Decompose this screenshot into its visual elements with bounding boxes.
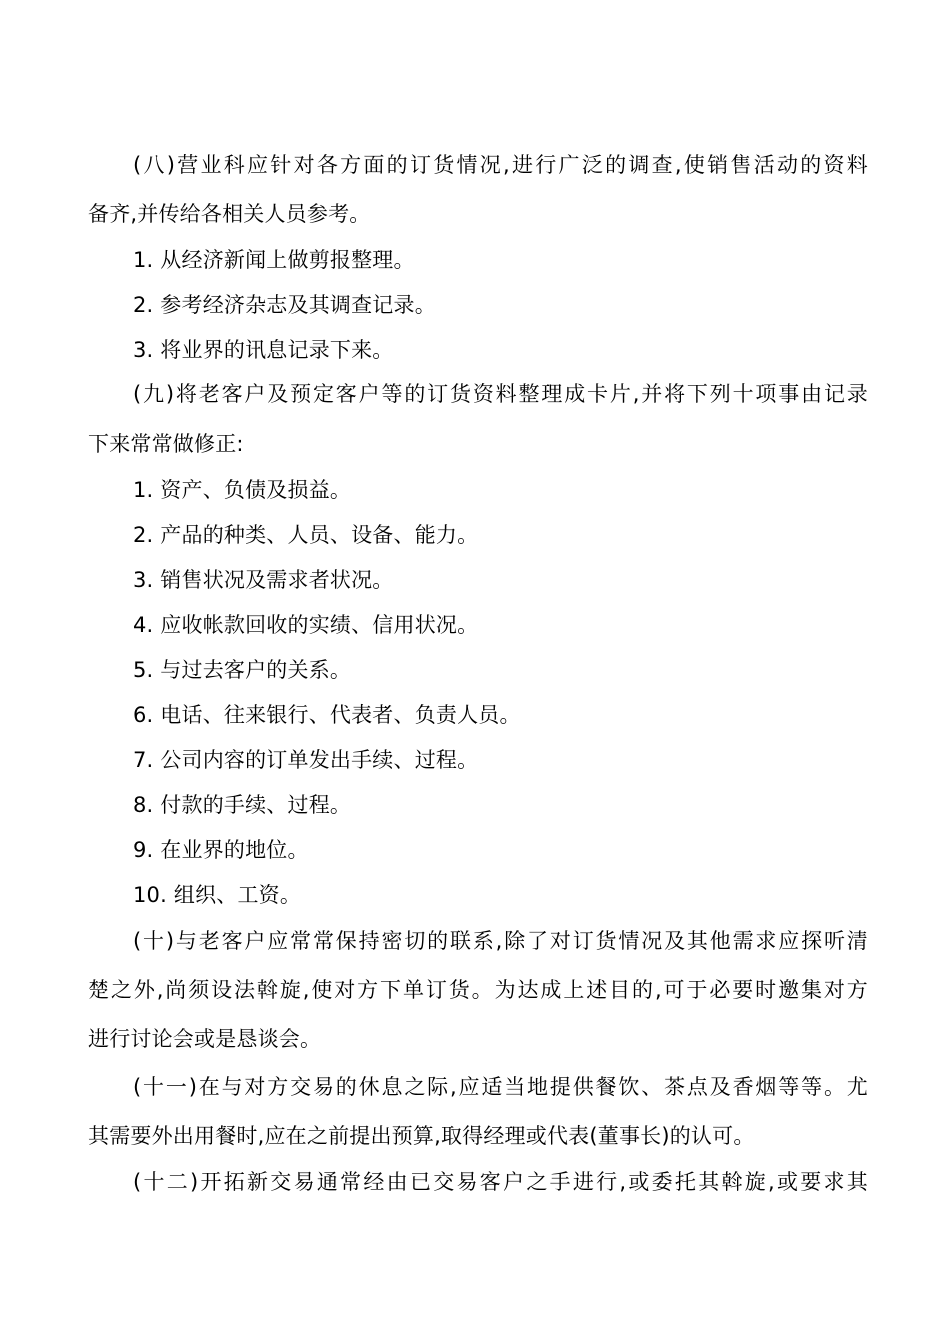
- list-item: 5. 与过去客户的关系。: [133, 658, 352, 682]
- list-item: 3. 销售状况及需求者状况。: [133, 568, 394, 592]
- paragraph-12-line-1: (十二)开拓新交易通常经由已交易客户之手进行,或委托其斡旋,或要求其: [133, 1170, 868, 1194]
- list-item: 8. 付款的手续、过程。: [133, 793, 352, 817]
- paragraph-9-line-1: (九)将老客户及预定客户等的订货资料整理成卡片,并将下列十项事由记录: [133, 382, 868, 406]
- paragraph-11-line-2: 其需要外出用餐时,应在之前提出预算,取得经理或代表(董事长)的认可。: [88, 1124, 755, 1148]
- list-item: 2. 参考经济杂志及其调查记录。: [133, 293, 436, 317]
- list-item: 1. 资产、负债及损益。: [133, 478, 352, 502]
- paragraph-10-line-3: 进行讨论会或是恳谈会。: [88, 1027, 322, 1051]
- list-item: 9. 在业界的地位。: [133, 838, 309, 862]
- list-item: 6. 电话、往来银行、代表者、负责人员。: [133, 703, 521, 727]
- paragraph-9-line-2: 下来常常做修正:: [88, 432, 244, 456]
- list-item: 7. 公司内容的订单发出手续、过程。: [133, 748, 479, 772]
- paragraph-10-line-2: 楚之外,尚须设法斡旋,使对方下单订货。为达成上述目的,可于必要时邀集对方: [88, 978, 868, 1002]
- list-item: 3. 将业界的讯息记录下来。: [133, 338, 394, 362]
- list-item: 10. 组织、工资。: [133, 883, 302, 907]
- list-item: 4. 应收帐款回收的实绩、信用状况。: [133, 613, 479, 637]
- paragraph-10-line-1: (十)与老客户应常常保持密切的联系,除了对订货情况及其他需求应探听清: [133, 929, 868, 953]
- list-item: 2. 产品的种类、人员、设备、能力。: [133, 523, 479, 547]
- list-item: 1. 从经济新闻上做剪报整理。: [133, 248, 415, 272]
- paragraph-8-line-2: 备齐,并传给各相关人员参考。: [88, 202, 371, 226]
- paragraph-8-line-1: (八)营业科应针对各方面的订货情况,进行广泛的调查,使销售活动的资料: [133, 153, 868, 177]
- paragraph-11-line-1: (十一)在与对方交易的休息之际,应适当地提供餐饮、茶点及香烟等等。尤: [133, 1075, 868, 1099]
